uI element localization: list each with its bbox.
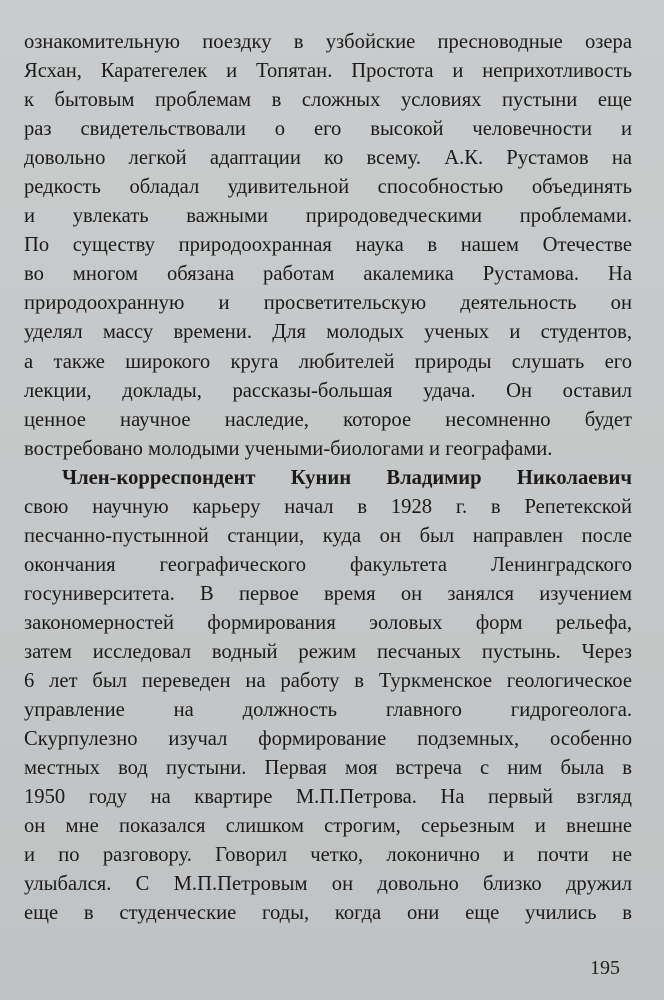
text-line: редкость обладал удивительной способностью объединять [24, 176, 632, 199]
body-text [24, 28, 632, 928]
text-line: природоохранную и просветительскую деятельность он [24, 292, 632, 315]
text-line: управление на должность главного гидрогеолога. [24, 699, 632, 722]
text-line: улыбался. С М.П.Петровым он довольно близко дружил [24, 873, 632, 896]
text-line: ценное научное наследие, которое несомненно будет [24, 408, 632, 431]
text-line: уделял массу времени. Для молодых ученых и студентов, [24, 321, 632, 344]
text-line: местных вод пустыни. Первая моя встреча с ним была в [24, 757, 632, 780]
text-line: свою научную карьеру начал в 1928 г. в Репетекской [24, 495, 632, 518]
text-line: и увлекать важными природоведческими проблемами. [24, 205, 632, 228]
text-line: закономерностей формирования эоловых форм рельефа, [24, 611, 632, 634]
text-line: Скурпулезно изучал формирование подземных, особенно [24, 728, 632, 751]
text-line: госуниверситета. В первое время он занялся изучением [24, 582, 632, 605]
text-line: 1950 году на квартире М.П.Петрова. На первый взгляд [24, 786, 632, 809]
text-line: затем исследовал водный режим песчаных пустынь. Через [24, 640, 632, 663]
text-line: и по разговору. Говорил четко, локонично и почти не [24, 844, 632, 867]
text-line: а также широкого круга любителей природы слушать его [24, 350, 632, 373]
text-line: во многом обязана работам акалемика Рустамова. На [24, 263, 632, 286]
text-line: Ясхан, Каратегелек и Топятан. Простота и неприхотливость [24, 60, 632, 83]
text-line: еще в студенческие годы, когда они еще учились в [24, 902, 632, 925]
text-line: он мне показался слишком строгим, серьезным и внешне [24, 815, 632, 838]
page-number: 195 [590, 957, 620, 979]
text-line: довольно легкой адаптации ко всему. А.К. Рустамов на [24, 147, 632, 170]
text-line: песчанно-пустынной станции, куда он был направлен после [24, 524, 632, 547]
text-line: к бытовым проблемам в сложных условиях пустыни еще [24, 89, 632, 112]
text-line: лекции, доклады, рассказы-большая удача. Он оставил [24, 379, 632, 402]
section-heading-name: Член-корреспондент Кунин Владимир Николаевич [62, 466, 632, 489]
text-line: раз свидетельствовали о его высокой человечности и [24, 118, 632, 141]
text-line: востребовано молодыми учеными-биологами и географами. [24, 437, 553, 460]
text-line: ознакомительную поездку в узбойские пресноводные озера [24, 31, 632, 53]
text-line: По существу природоохранная наука в нашем Отечестве [24, 234, 632, 257]
text-line: окончания географического факультета Ленинградского [24, 553, 632, 576]
text-line: 6 лет был переведен на работу в Туркменское геологическое [24, 670, 632, 693]
